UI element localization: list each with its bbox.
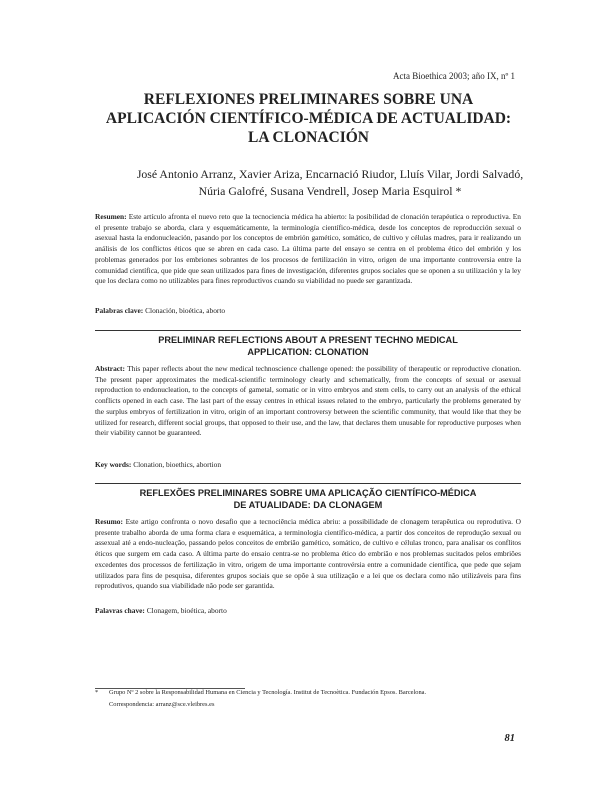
resumen-text: Este artículo afronta el nuevo reto que la tecnociencia médica ha abierto: la posibilidad de clonación terapéutica o reproductiva. En el presente trabajo se aborda, clara y esquemáticamente, la terminología científico-médica, desde los conceptos de reproducción sexual o asexual hasta la endonucleación, pasando por los conceptos de embrión gamético, somático, de cultivo y células madres, para ir realizando un análisis de los conflictos éticos que se abren en cada caso. La última parte del ensayo se centra en el problema ético del embrión y los problemas generados por los embriones sobrantes de los procesos de fertilización in vitro, origen de una importante controversia entre la comunidad científica, que pide que sean utilizados para fines de investigación, diferentes grupos sociales que se oponen a su utilización y la ley que los declara como no utilizables para fines reproductivos cuando su viabilidad no puede ser garantizada. [95,212,521,286]
resumo-label: Resumo: [95,517,123,526]
palabras-label: Palabras clave: [95,306,144,315]
portuguese-title [95,487,521,511]
section-divider [95,483,521,484]
title-line: APLICACIÓN CIENTÍFICO-MÉDICA DE ACTUALIDAD: [105,110,512,127]
key-words [95,460,521,469]
palavras-label: Palavras chave: [95,606,145,615]
journal-reference: Acta Bioethica 2003; año IX, nº 1 [392,71,515,81]
palavras-text: Clonagem, bioética, aborto [144,606,227,615]
abstract-text: This paper reflects about the new medical technoscience challenge opened: the possibility of therapeutic or reproductive clonation. The present paper approximates the medical-scientific terminology clearly and schematically, from the concepts of sexual or asexual reproduction to endonucleation, to the concepts of gametal, somatic or in vitro embryos and stem cells, to carry out an analysis of the ethical conflicts opened in each case. The last part of the essay centres in ethical issues related to the embryo, particularly the problems generated by the surplus embryos of fertilization in vitro, origin of an important controversy between the scientific community, that would like that they be utilized for research, different social groups, that opposed to their use, and the law, that declares them unusable for reproductive purposes when their viability cannot be guaranteed. [95,364,521,438]
section-divider [95,330,521,331]
key-words-label: Key words: [95,460,132,469]
abstract-label: Abstract: [95,364,125,373]
page-number: 81 [504,733,515,744]
english-title [95,334,521,358]
title-line: LA CLONACIÓN [247,129,369,146]
palavras-chave [95,606,521,615]
palabras-text: Clonación, bioética, aborto [143,306,226,315]
abstract-section [95,364,521,439]
resumen-label: Resumen: [95,212,127,221]
resumo-text: Este artigo confronta o novo desafio que a tecnociência médica abriu: a possibilidade de clonagem terapêutica ou reprodutiva. O presente trabalho aborda de uma forma clara e esquemática, a terminologia científico-médica, a partir dos conceitos de reprodução sexual ou assexual até a endo-nucleação, passando pelos conceitos de embrião gamético, somático, de cultivo e células tronco, para analisar os conflitos éticos que surgem em cada caso. A última parte do ensaio centra-se no problema ético do embrião e nos problemas sucitados pelos embriões excedentes dos processos de fertilização in vitro, origem de uma importante controvérsia entre a comunidade científica, que pede que sejam utilizados para fins de pesquisa, diferentes grupos sociais que se opõe à sua utilização e a lei que os declara como não utilizáveis para fins reprodutivos, quando sua viabilidade não pode ser garantida. [95,517,521,591]
footnote [95,687,505,711]
title-line: REFLEXIONES PRELIMINARES SOBRE UNA [143,91,474,108]
footnote-mark: * [95,689,99,696]
portuguese-title-line: REFLEXÕES PRELIMINARES SOBRE UMA APLICAÇÃO CIENTÍFICO-MÉDICA [139,488,477,498]
footnote-affiliation: Grupo Nº 2 sobre la Responsabilidad Humana en Ciencia y Tecnología. Institut de Tecnoètica. Fundación Epsos. Barcelona. [109,689,427,696]
resumen-section [95,212,521,287]
author-list: José Antonio Arranz, Xavier Ariza, Encarnació Riudor, Lluís Vilar, Jordi Salvadó, Núria Galofré, Susana Vendrell, Josep Maria Esquirol * [136,167,524,198]
key-words-text: Clonation, bioethics, abortion [131,460,222,469]
english-title-line: PRELIMINAR REFLECTIONS ABOUT A PRESENT TECHNO MEDICAL [158,335,458,345]
resumo-section [95,517,521,592]
english-title-line: APPLICATION: CLONATION [247,347,369,357]
palabras-clave [95,306,521,315]
footnote-correspondence: Correspondencia: arranz@sce.vleibres.es [109,701,215,708]
article-title [95,90,522,147]
portuguese-title-line: DE ATUALIDADE: DA CLONAGEM [233,500,383,510]
